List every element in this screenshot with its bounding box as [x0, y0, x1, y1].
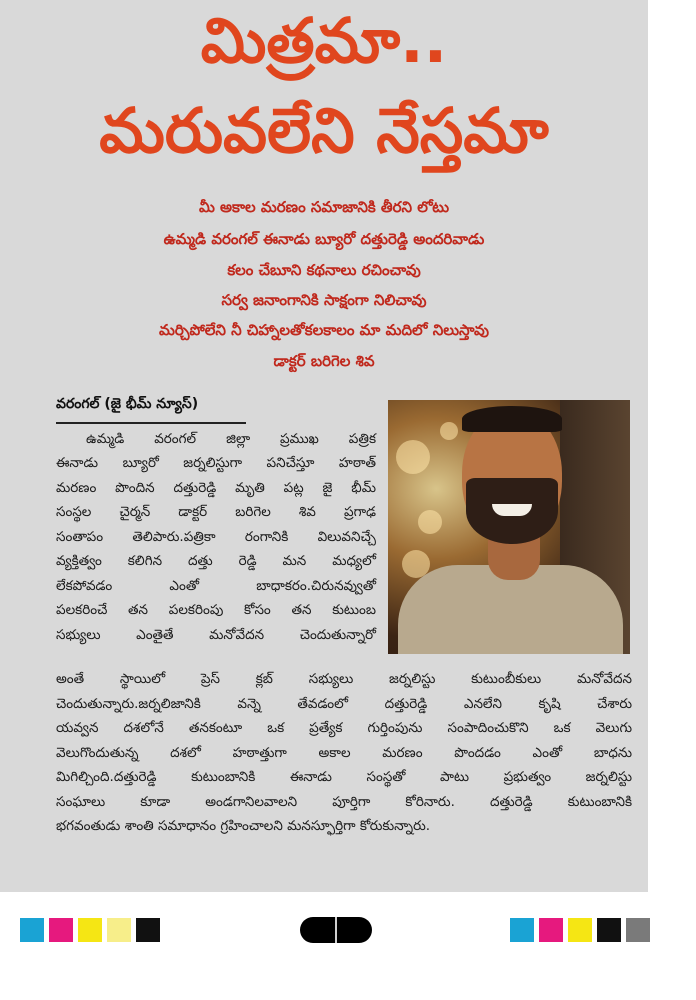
subhead-1: మీ అకాల మరణం సమాజానికి తీరని లోటు — [198, 198, 450, 216]
smile — [492, 504, 532, 516]
registration-mark — [300, 917, 372, 943]
body-line: యవ్వన దశలోనే తనకంటూ ఒక ప్రత్యేక గుర్తింపును సంపాదించుకొని ఒక వెలుగు — [56, 720, 632, 736]
headline-line-2: మరువలేని నేస్తమా — [99, 94, 549, 167]
color-swatch — [539, 918, 563, 942]
body-line: మిగిల్చింది.దత్తురెడ్డి కుటుంబానికి ఈనాడు సంస్థతో పాటు ప్రభుత్వం జర్నలిస్టు — [56, 769, 632, 785]
body-line: ఉమ్మడి వరంగల్ జిల్లా ప్రముఖ పత్రిక — [86, 431, 376, 447]
subhead-3: కలం చేబూని కథనాలు రచించావు — [227, 261, 421, 279]
body-line: సభ్యులు ఎంతైతే మనోవేదన చెందుతున్నారో — [56, 627, 376, 643]
dateline-underline — [56, 422, 246, 424]
body-line: ఈనాడు బ్యూరో జర్నలిస్టుగా పనిచేస్తూ హఠాత్ — [56, 455, 376, 471]
color-swatch — [597, 918, 621, 942]
color-swatch — [78, 918, 102, 942]
body-line: వ్యక్తిత్వం కలిగిన దత్తు రెడ్డి మన మధ్యలో — [56, 553, 376, 569]
body-line: మరణం పొందిన దత్తురెడ్డి మృతి పట్ల జై భీమ్ — [56, 480, 376, 496]
color-swatch — [20, 918, 44, 942]
body-line: అంతే స్థాయిలో ప్రెస్ క్లబ్ సభ్యులు జర్నలిస్టు కుటుంబీకులు మనోవేదన — [56, 671, 632, 687]
portrait-photo — [388, 400, 630, 654]
subhead-2: ఉమ్మడి వరంగల్ ఈనాడు బ్యూరో దత్తురెడ్డి అందరివాడు — [163, 230, 485, 248]
bokeh-light — [418, 510, 442, 534]
color-swatch — [568, 918, 592, 942]
body-line: సంస్థల చైర్మన్ డాక్టర్ బరిగెల శివ ప్రగాఢ — [56, 504, 376, 520]
dateline: వరంగల్ (జై భీమ్ న్యూస్) — [56, 396, 199, 412]
color-registration-right — [510, 918, 655, 942]
body-line: వెలుగొందుతున్న దశలో హఠాత్తుగా అకాల మరణం పొందడం ఎంతో బాధను — [56, 745, 632, 761]
body-line: సంఘాలు కూడా అండగానిలవాలని పూర్తిగా కోరినారు. దత్తురెడ్డి కుటుంబానికి — [56, 794, 632, 810]
bokeh-light — [440, 422, 458, 440]
headline-line-1: మిత్రమా.. — [200, 4, 448, 77]
color-swatch — [136, 918, 160, 942]
body-line: భగవంతుడు శాంతి సమాధానం గ్రహించాలని మనస్ఫూర్తిగా కోరుకున్నారు. — [56, 818, 431, 834]
color-swatch — [49, 918, 73, 942]
hair — [462, 406, 562, 432]
body-line: చెందుతున్నారు.జర్నలిజానికి వన్నె తేవడంలో దత్తురెడ్డి ఎనలేని కృషి చేశారు — [56, 696, 632, 712]
subhead-4: సర్వ జనాంగానికి సాక్షంగా నిలిచావు — [221, 291, 427, 309]
color-swatch — [107, 918, 131, 942]
bokeh-light — [396, 440, 430, 474]
subhead-byline: డాక్టర్ బరిగెల శివ — [273, 352, 375, 370]
body-line: సంతాపం తెలిపారు.పత్రికా రంగానికి విలువనిచ్చే — [56, 529, 376, 545]
color-registration-left — [20, 918, 165, 942]
color-swatch — [510, 918, 534, 942]
body-line: లేకపోవడం ఎంతో బాధాకరం.చిరునవ్వుతో — [56, 578, 376, 594]
color-swatch — [626, 918, 650, 942]
body-line: పలకరించే తన పలకరింపు కోసం తన కుటుంబ — [56, 602, 376, 618]
subhead-5: మర్చిపోలేని నీ చిహ్నాలతోకలకాలం మా మదిలో నిలుస్తావు — [158, 321, 490, 339]
